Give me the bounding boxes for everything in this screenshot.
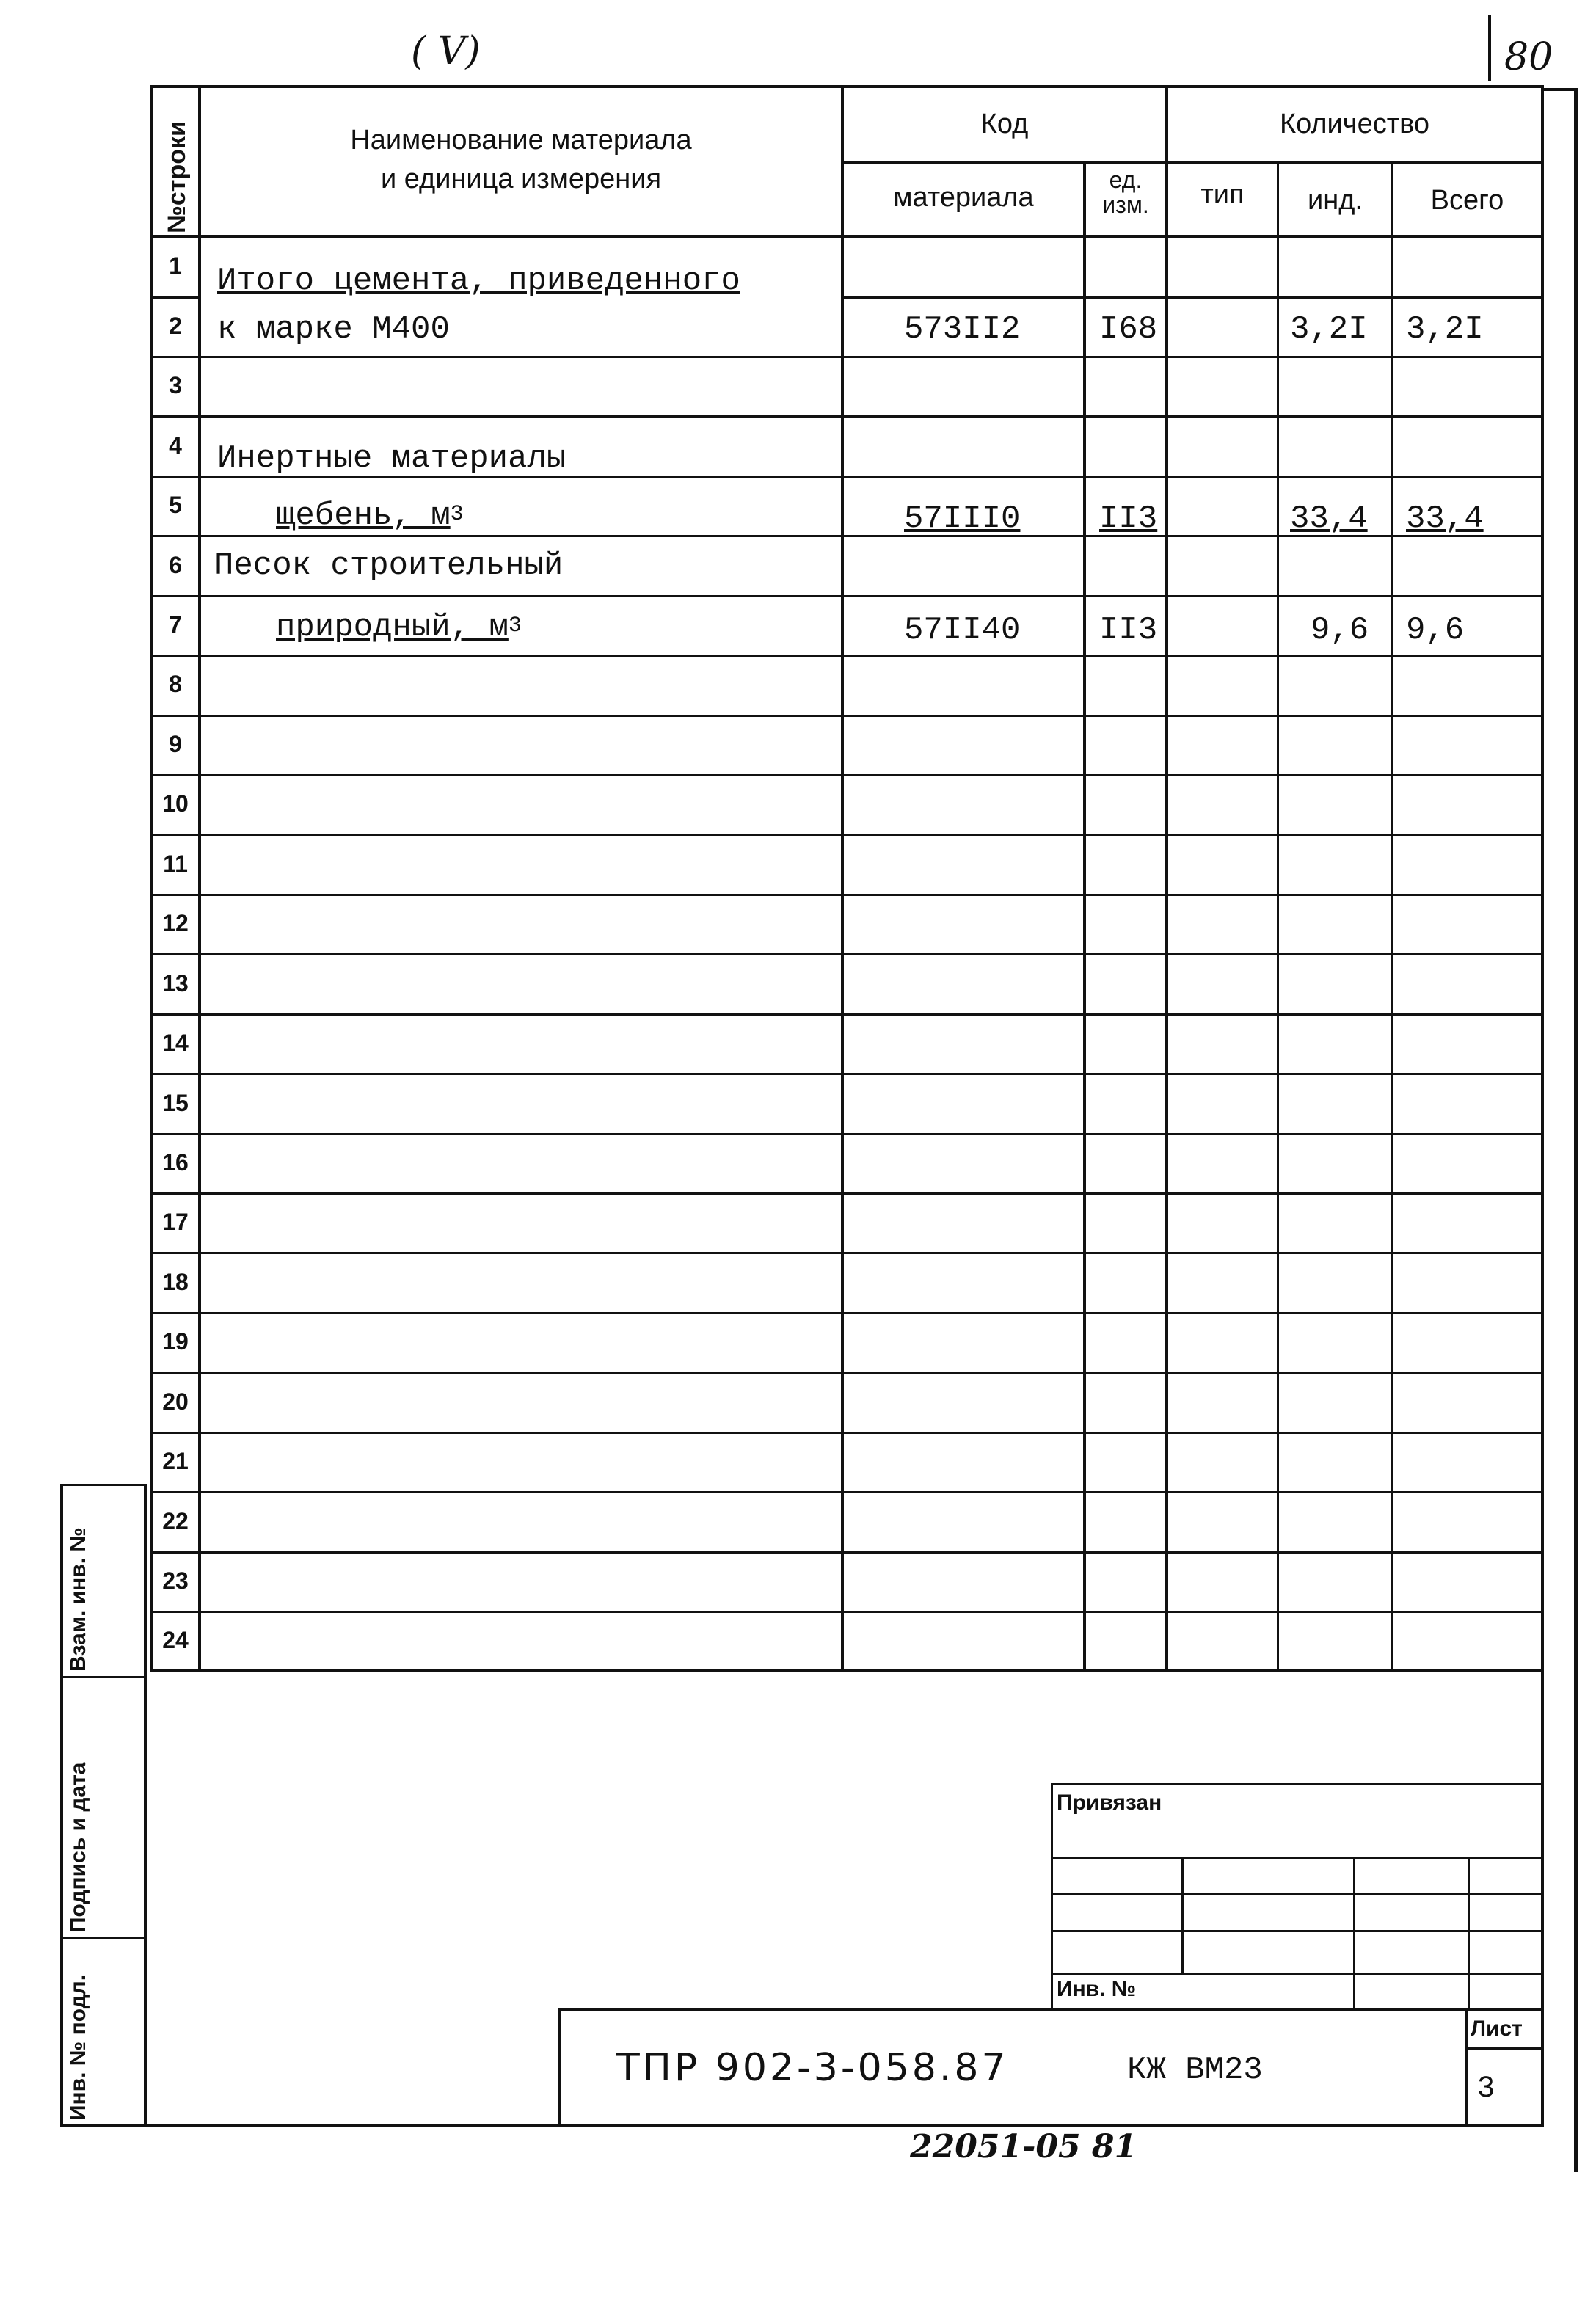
material-code-cell: 573II2 bbox=[904, 311, 1021, 348]
row-number: 2 bbox=[169, 313, 182, 339]
ind-quantity-cell: 3,2I bbox=[1290, 311, 1368, 348]
row-number: 16 bbox=[162, 1149, 189, 1176]
row-number: 1 bbox=[169, 252, 182, 279]
row-number: 24 bbox=[162, 1627, 189, 1653]
row-number: 3 bbox=[169, 372, 182, 398]
replaced-inventory-label: Взам. инв. № bbox=[66, 1527, 90, 1672]
material-code-cell: 57III0 bbox=[904, 500, 1021, 537]
material-name-cell bbox=[276, 609, 522, 646]
row-number: 18 bbox=[162, 1269, 189, 1295]
total-quantity-cell: 3,2I bbox=[1406, 311, 1484, 348]
material-code-cell: 57II40 bbox=[904, 612, 1021, 649]
material-name-cell bbox=[276, 498, 464, 534]
total-quantity-cell: 33,4 bbox=[1406, 500, 1484, 537]
row-number: 6 bbox=[169, 552, 182, 578]
signature-date-label: Подпись и дата bbox=[66, 1762, 90, 1933]
material-name-cell: Песок строительный bbox=[214, 547, 564, 584]
sheet-label: Лист bbox=[1471, 2017, 1523, 2041]
unit-header bbox=[1086, 167, 1165, 217]
material-name-cell: Инертные материалы bbox=[217, 440, 566, 477]
ind-quantity-cell: 33,4 bbox=[1290, 500, 1368, 537]
archive-number: 22051-05 81 bbox=[910, 2128, 1137, 2166]
unit-code-cell: I68 bbox=[1099, 311, 1158, 348]
row-number: 8 bbox=[169, 671, 182, 697]
unit-header-line2: изм. bbox=[1102, 192, 1149, 218]
ind-quantity-cell: 9,6 bbox=[1311, 612, 1369, 649]
unit-code-cell: II3 bbox=[1099, 500, 1158, 537]
row-number: 17 bbox=[162, 1209, 189, 1235]
document-code: ТПР 902-3-058.87 bbox=[616, 2046, 1009, 2090]
unit-superscript: 3 bbox=[508, 613, 522, 638]
row-number-header: №строки bbox=[163, 121, 191, 233]
material-name-cell: к марке М400 bbox=[217, 311, 450, 348]
quantity-header: Количество bbox=[1279, 109, 1430, 139]
row-number: 5 bbox=[169, 492, 182, 518]
material-code-header: материала bbox=[893, 182, 1034, 213]
unit-code-cell: II3 bbox=[1099, 612, 1158, 649]
name-header-line2: и единица измерения bbox=[380, 164, 662, 194]
privyazan-label: Привязан bbox=[1057, 1791, 1162, 1815]
name-header bbox=[249, 125, 792, 195]
total-quantity-cell: 9,6 bbox=[1406, 612, 1465, 649]
row-number: 20 bbox=[162, 1388, 189, 1415]
original-inventory-label: Инв. № подл. bbox=[66, 1974, 90, 2121]
document-mark: КЖ ВМ23 bbox=[1127, 2052, 1263, 2088]
name-header-line1: Наименование материала bbox=[350, 125, 692, 156]
sheet-number: 3 bbox=[1478, 2071, 1495, 2103]
row-number: 12 bbox=[162, 910, 189, 936]
material-name-cell: Итого цемента, приведенного bbox=[217, 263, 740, 299]
row-number: 10 bbox=[162, 790, 189, 817]
page-number: 80 bbox=[1504, 35, 1553, 79]
row-number: 13 bbox=[162, 970, 189, 997]
total-header: Всего bbox=[1430, 185, 1504, 216]
row-number: 23 bbox=[162, 1567, 189, 1594]
ind-header: инд. bbox=[1308, 185, 1363, 216]
row-number: 22 bbox=[162, 1508, 189, 1534]
row-number: 7 bbox=[169, 611, 182, 638]
row-number: 9 bbox=[169, 731, 182, 757]
unit-header-line1: ед. bbox=[1109, 167, 1143, 193]
type-header: тип bbox=[1200, 179, 1245, 210]
row-number: 11 bbox=[163, 850, 188, 877]
material-name-text: природный, м bbox=[276, 609, 509, 646]
variant-mark: ( V) bbox=[411, 29, 481, 73]
inventory-number-label: Инв. № bbox=[1057, 1977, 1137, 2001]
row-number: 21 bbox=[162, 1448, 189, 1474]
unit-superscript: 3 bbox=[450, 501, 464, 527]
row-number: 4 bbox=[169, 432, 182, 459]
code-header: Код bbox=[980, 109, 1029, 139]
material-name-text: щебень, м bbox=[276, 498, 451, 534]
row-number: 15 bbox=[162, 1090, 189, 1116]
row-number: 14 bbox=[162, 1030, 189, 1056]
row-number: 19 bbox=[162, 1328, 189, 1355]
